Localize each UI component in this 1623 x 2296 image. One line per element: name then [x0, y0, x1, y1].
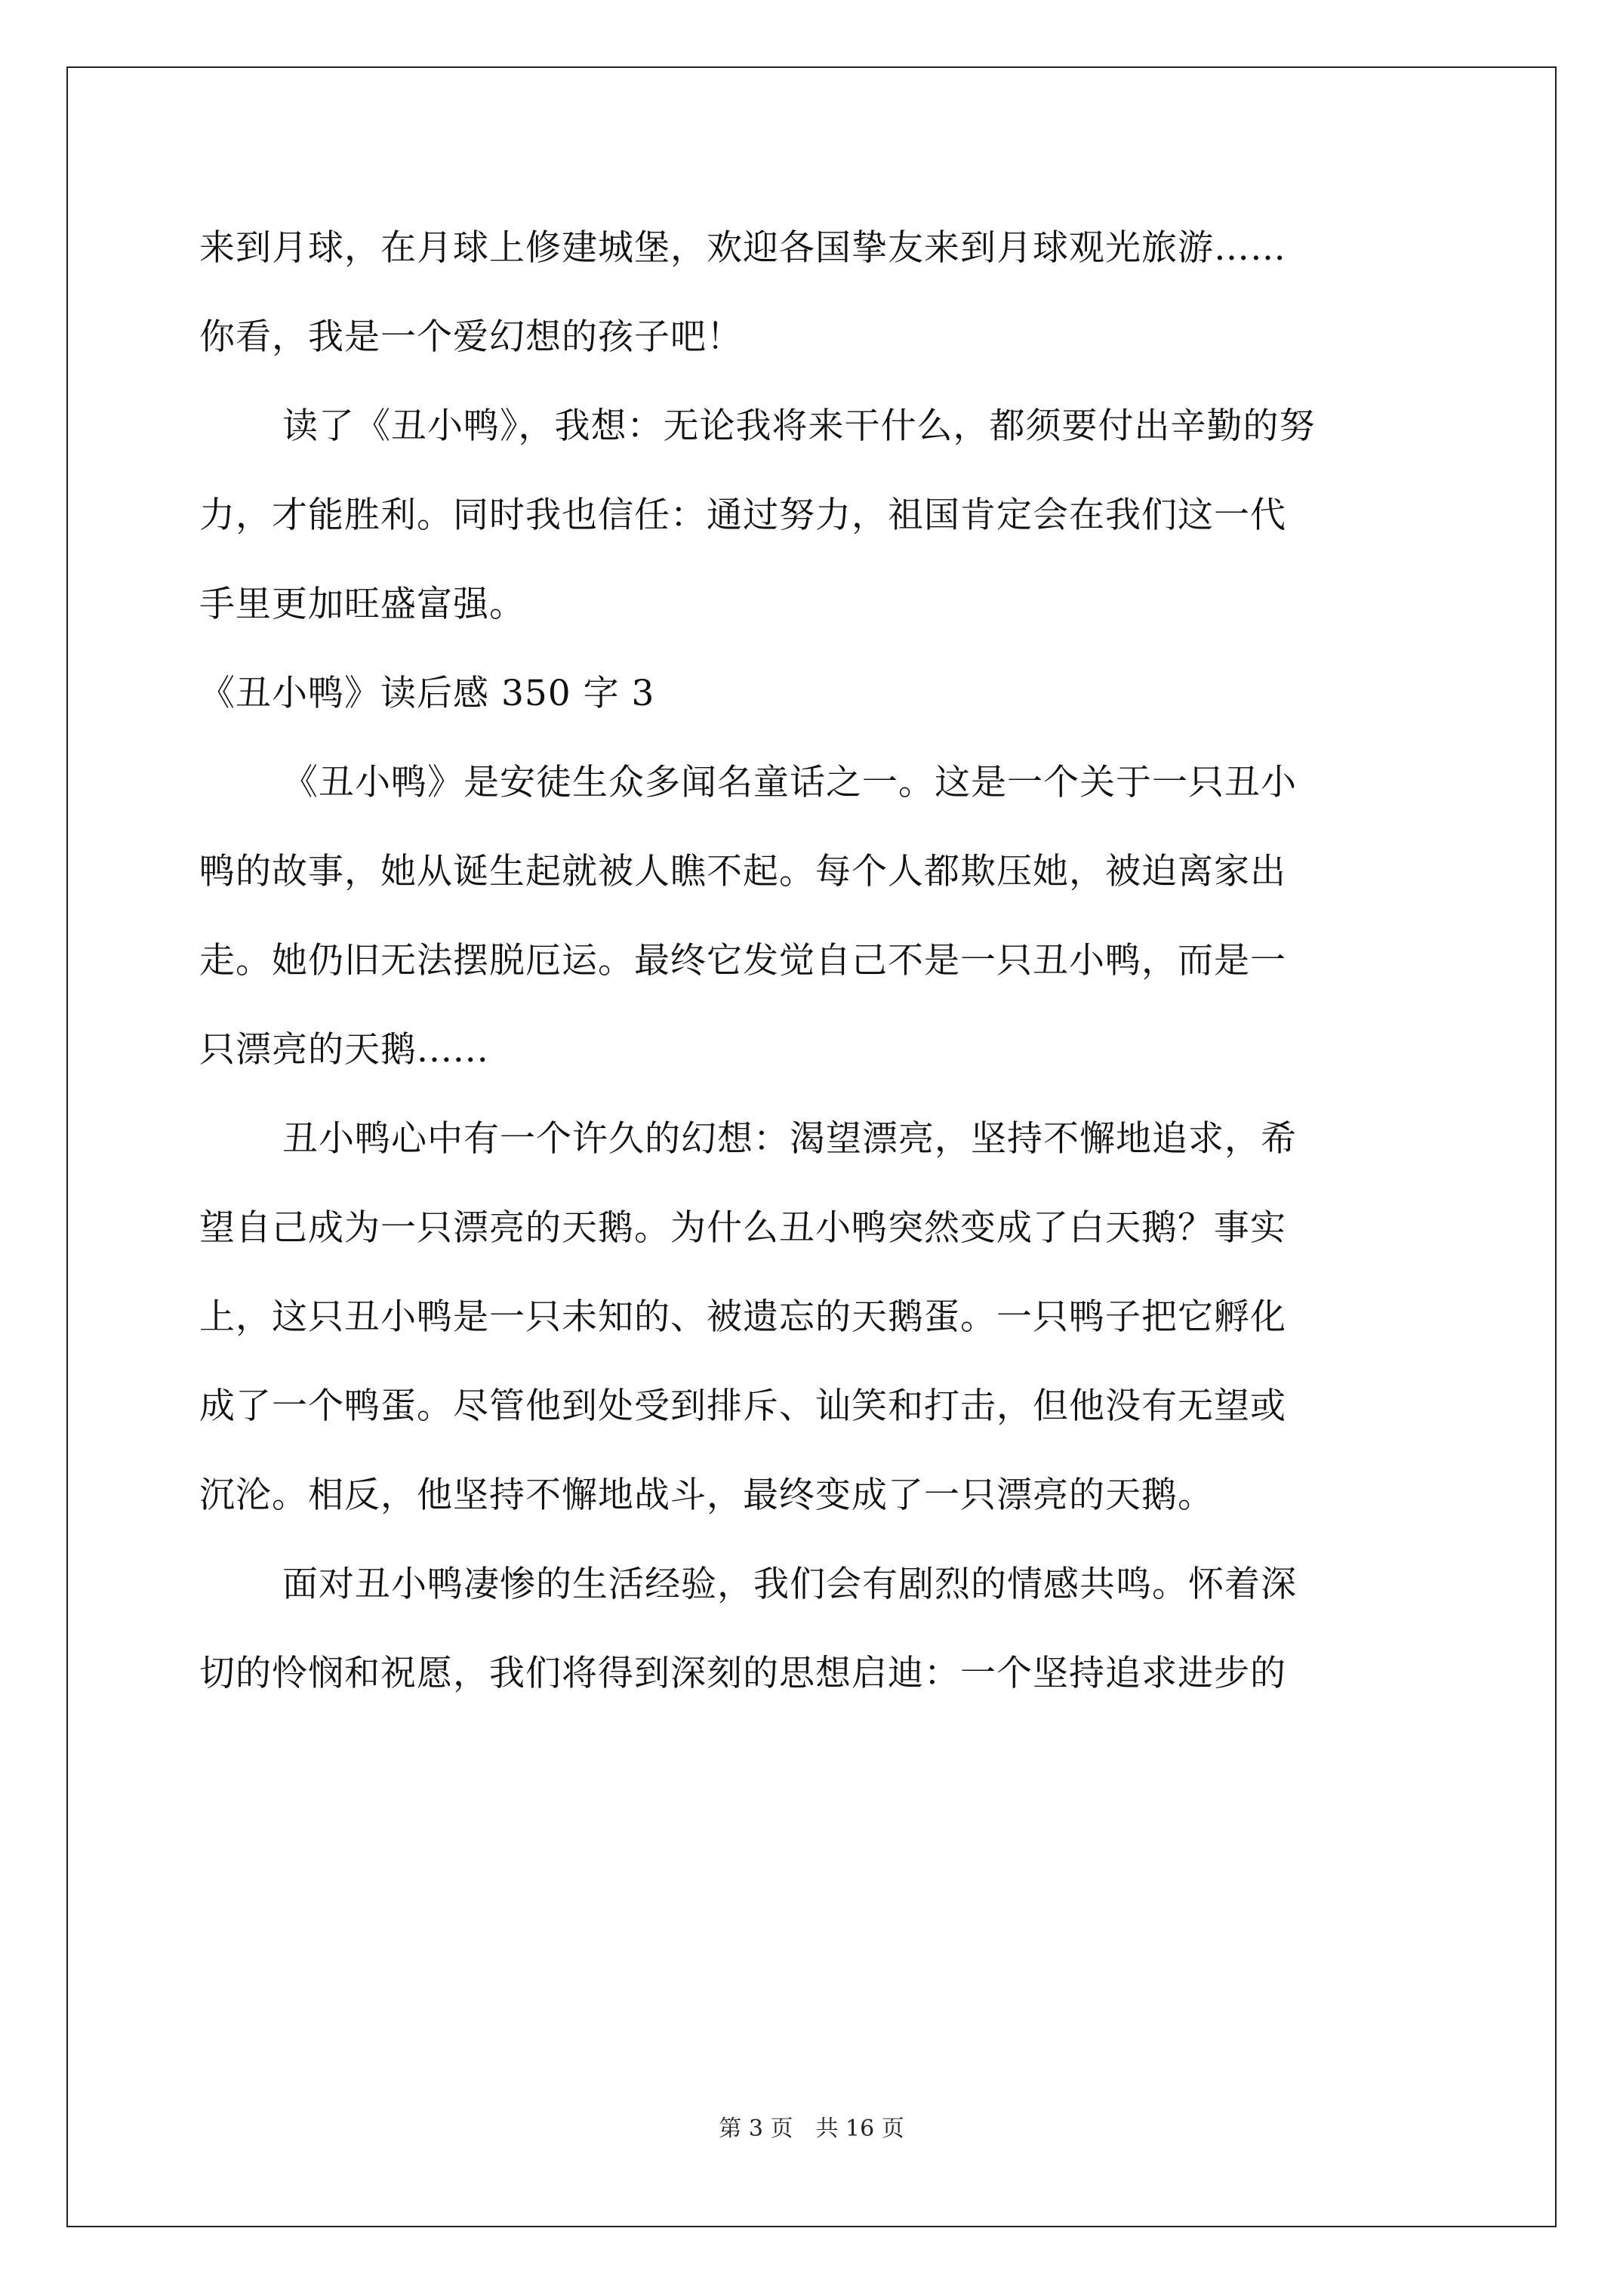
- text-line-5: 手里更加旺盛富强。: [199, 584, 525, 625]
- text-line-17: 切的怜悯和祝愿，我们将得到深刻的思想启迪：一个坚持追求进步的: [199, 1653, 1286, 1694]
- text-line-8: 鸭的故事，她从诞生起就被人瞧不起。每个人都欺压她，被迫离家出: [199, 851, 1286, 892]
- text-line-13: 上，这只丑小鸭是一只未知的、被遗忘的天鹅蛋。一只鸭子把它孵化: [199, 1296, 1286, 1338]
- text-line-4: 力，才能胜利。同时我也信任：通过努力，祖国肯定会在我们这一代: [199, 495, 1286, 536]
- text-line-15: 沉沦。相反，他坚持不懈地战斗，最终变成了一只漂亮的天鹅。: [199, 1475, 1214, 1516]
- text-line-2: 你看，我是一个爱幻想的孩子吧！: [199, 316, 743, 358]
- text-line-10: 只漂亮的天鹅......: [199, 1029, 489, 1071]
- text-line-9: 走。她仍旧无法摆脱厄运。最终它发觉自己不是一只丑小鸭，而是一: [199, 940, 1286, 982]
- document-body: [199, 204, 1431, 1718]
- text-line-16: 面对丑小鸭凄惨的生活经验，我们会有剧烈的情感共鸣。怀着深: [282, 1564, 1297, 1605]
- text-line-1: 来到月球，在月球上修建城堡，欢迎各国挚友来到月球观光旅游……: [199, 227, 1286, 269]
- text-line-11: 丑小鸭心中有一个许久的幻想：渴望漂亮，坚持不懈地追求，希: [282, 1118, 1297, 1160]
- text-line-7: 《丑小鸭》是安徒生众多闻名童话之一。这是一个关于一只丑小: [282, 762, 1297, 803]
- text-line-3: 读了《丑小鸭》，我想：无论我将来干什么，都须要付出辛勤的努: [282, 405, 1316, 447]
- text-line-12: 望自己成为一只漂亮的天鹅。为什么丑小鸭突然变成了白天鹅？事实: [199, 1207, 1286, 1249]
- page-footer: 第 3 页 共 16 页: [719, 2116, 904, 2142]
- text-line-14: 成了一个鸭蛋。尽管他到处受到排斥、讪笑和打击，但他没有无望或: [199, 1385, 1286, 1427]
- section-heading: 《丑小鸭》读后感 350 字 3: [199, 673, 655, 714]
